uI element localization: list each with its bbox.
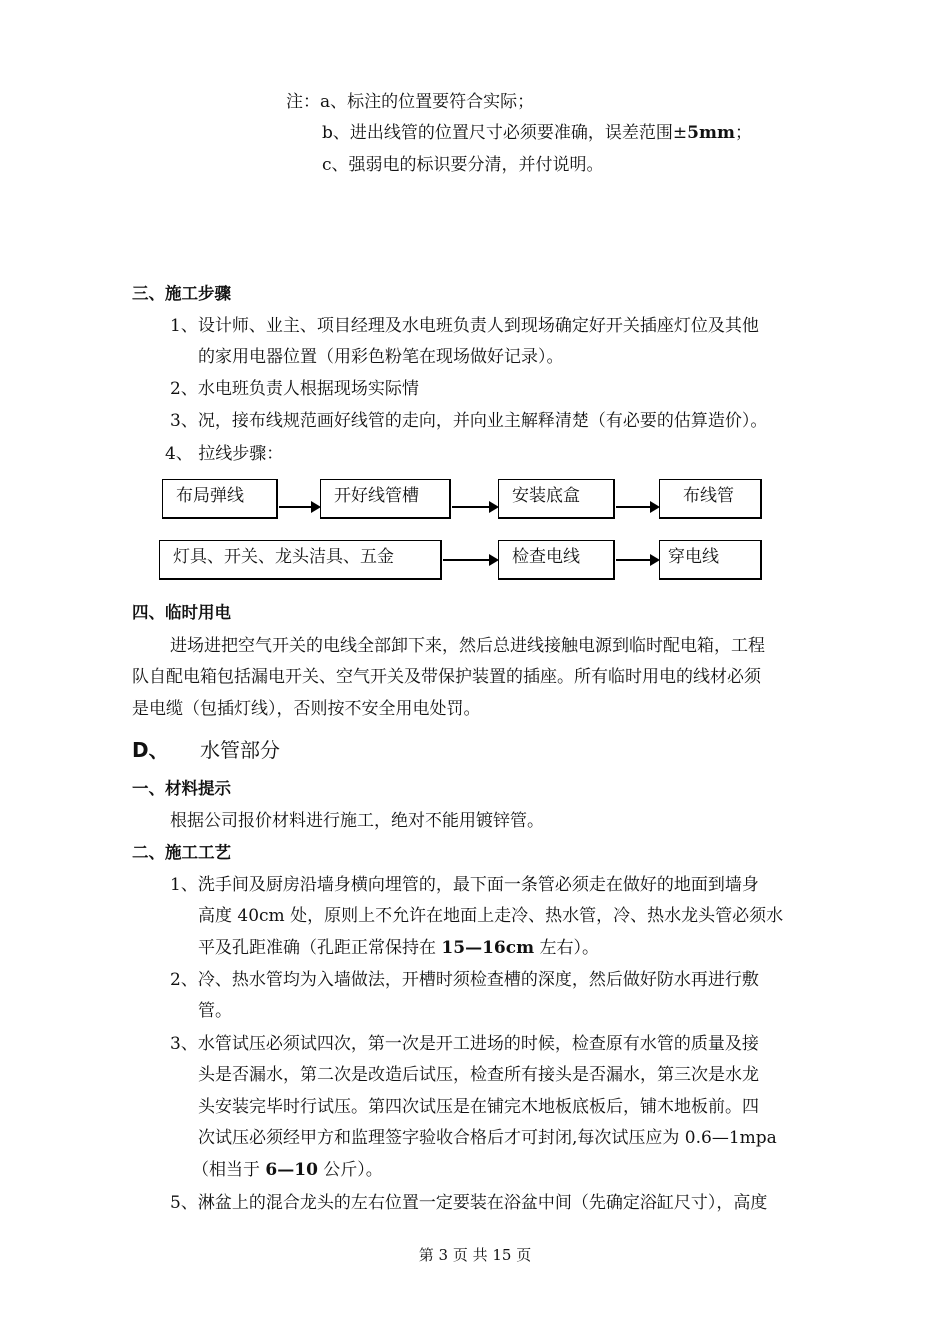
process-item-1-line-3-b: 左右）。 (534, 938, 599, 958)
flow-arrow (616, 506, 658, 508)
flow-box-conduit: 布线管 (659, 479, 762, 519)
flow-box-layout: 布局弹线 (162, 479, 278, 519)
hole-spacing-value: 15—16cm (441, 938, 535, 958)
process-item-2-line-2: 管。 (198, 1001, 232, 1021)
note-b-end: ； (734, 123, 752, 143)
section-heading-temp-power: 四、临时用电 (132, 603, 231, 622)
page-footer: 第 3 页 共 15 页 (418, 1246, 532, 1264)
section-d-letter: D、 (132, 738, 169, 762)
section-heading-steps: 三、施工步骤 (132, 284, 231, 303)
step-4: 4、 拉线步骤： (165, 444, 284, 464)
flow-arrow (452, 506, 497, 508)
flow-arrow (279, 506, 319, 508)
temp-power-line-2: 队自配电箱包括漏电开关、空气开关及带保护装置的插座。所有临时用电的线材必须 (132, 667, 761, 687)
temp-power-line-3: 是电缆（包插灯线），否则按不安全用电处罚。 (132, 699, 481, 719)
note-prefix: 注： (286, 92, 320, 112)
process-item-3-line-5 (192, 1160, 383, 1180)
temp-power-line-1: 进场进把空气开关的电线全部卸下来，然后总进线接触电源到临时配电箱，工程 (170, 636, 765, 656)
note-a (286, 92, 534, 112)
process-item-1-line-3-a: 平及孔距准确（孔距正常保持在 (198, 938, 442, 958)
note-b-text: b、进出线管的位置尺寸必须要准确，误差范围± (322, 123, 688, 143)
step-2: 2、水电班负责人根据现场实际情 (170, 379, 419, 399)
note-b (322, 123, 752, 143)
note-c: c、强弱电的标识要分清，并付说明。 (322, 155, 604, 175)
process-item-3-line-2: 头是否漏水，第二次是改造后试压，检查所有接头是否漏水，第三次是水龙 (198, 1065, 759, 1085)
flow-arrow (616, 559, 658, 561)
section-d-title: 水管部分 (200, 738, 280, 762)
note-a-text: a、标注的位置要符合实际； (320, 92, 535, 112)
step-1-line-1: 1、设计师、业主、项目经理及水电班负责人到现场确定好开关插座灯位及其他 (170, 316, 759, 336)
process-item-2-line-1: 2、冷、热水管均为入墙做法，开槽时须检查槽的深度，然后做好防水再进行敷 (170, 970, 759, 990)
flow-arrow (443, 559, 497, 561)
flow-box-check-wires: 检查电线 (498, 540, 615, 580)
process-item-3-line-5-b: 公斤）。 (317, 1160, 383, 1180)
process-item-3-line-4: 次试压必须经甲方和监理签字验收合格后才可封闭,每次试压应为 0.6—1mpa (198, 1128, 777, 1148)
section-heading-process: 二、施工工艺 (132, 843, 231, 862)
process-item-1-line-1: 1、洗手间及厨房沿墙身横向埋管的，最下面一条管必须走在做好的地面到墙身 (170, 875, 759, 895)
pressure-kg-value: 6—10 (265, 1160, 318, 1180)
process-item-5-line-1: 5、淋盆上的混合龙头的左右位置一定要装在浴盆中间（先确定浴缸尺寸），高度 (170, 1193, 768, 1213)
flow-box-fixtures: 灯具、开关、龙头洁具、五金 (159, 540, 442, 580)
flow-box-base-box: 安装底盒 (498, 479, 615, 519)
process-item-3-line-5-a: （相当于 (192, 1160, 266, 1180)
process-item-3-line-3: 头安装完毕时行试压。第四次试压是在铺完木地板底板后，铺木地板前。四 (198, 1097, 759, 1117)
process-item-1-line-2: 高度 40cm 处，原则上不允许在地面上走冷、热水管，冷、热水龙头管必须水 (198, 906, 784, 926)
flow-box-groove: 开好线管槽 (320, 479, 451, 519)
process-item-3-line-1: 3、水管试压必须试四次，第一次是开工进场的时候，检查原有水管的质量及接 (170, 1034, 759, 1054)
process-item-1-line-3 (198, 938, 599, 958)
section-heading-materials: 一、材料提示 (132, 779, 231, 798)
note-b-tolerance: 5mm (687, 123, 735, 143)
materials-line-1: 根据公司报价材料进行施工，绝对不能用镀锌管。 (170, 811, 544, 831)
flow-box-thread-wires: 穿电线 (659, 540, 762, 580)
step-1-line-2: 的家用电器位置（用彩色粉笔在现场做好记录）。 (198, 347, 564, 367)
step-3: 3、况，接布线规范画好线管的走向，并向业主解释清楚（有必要的估算造价）。 (170, 411, 768, 431)
